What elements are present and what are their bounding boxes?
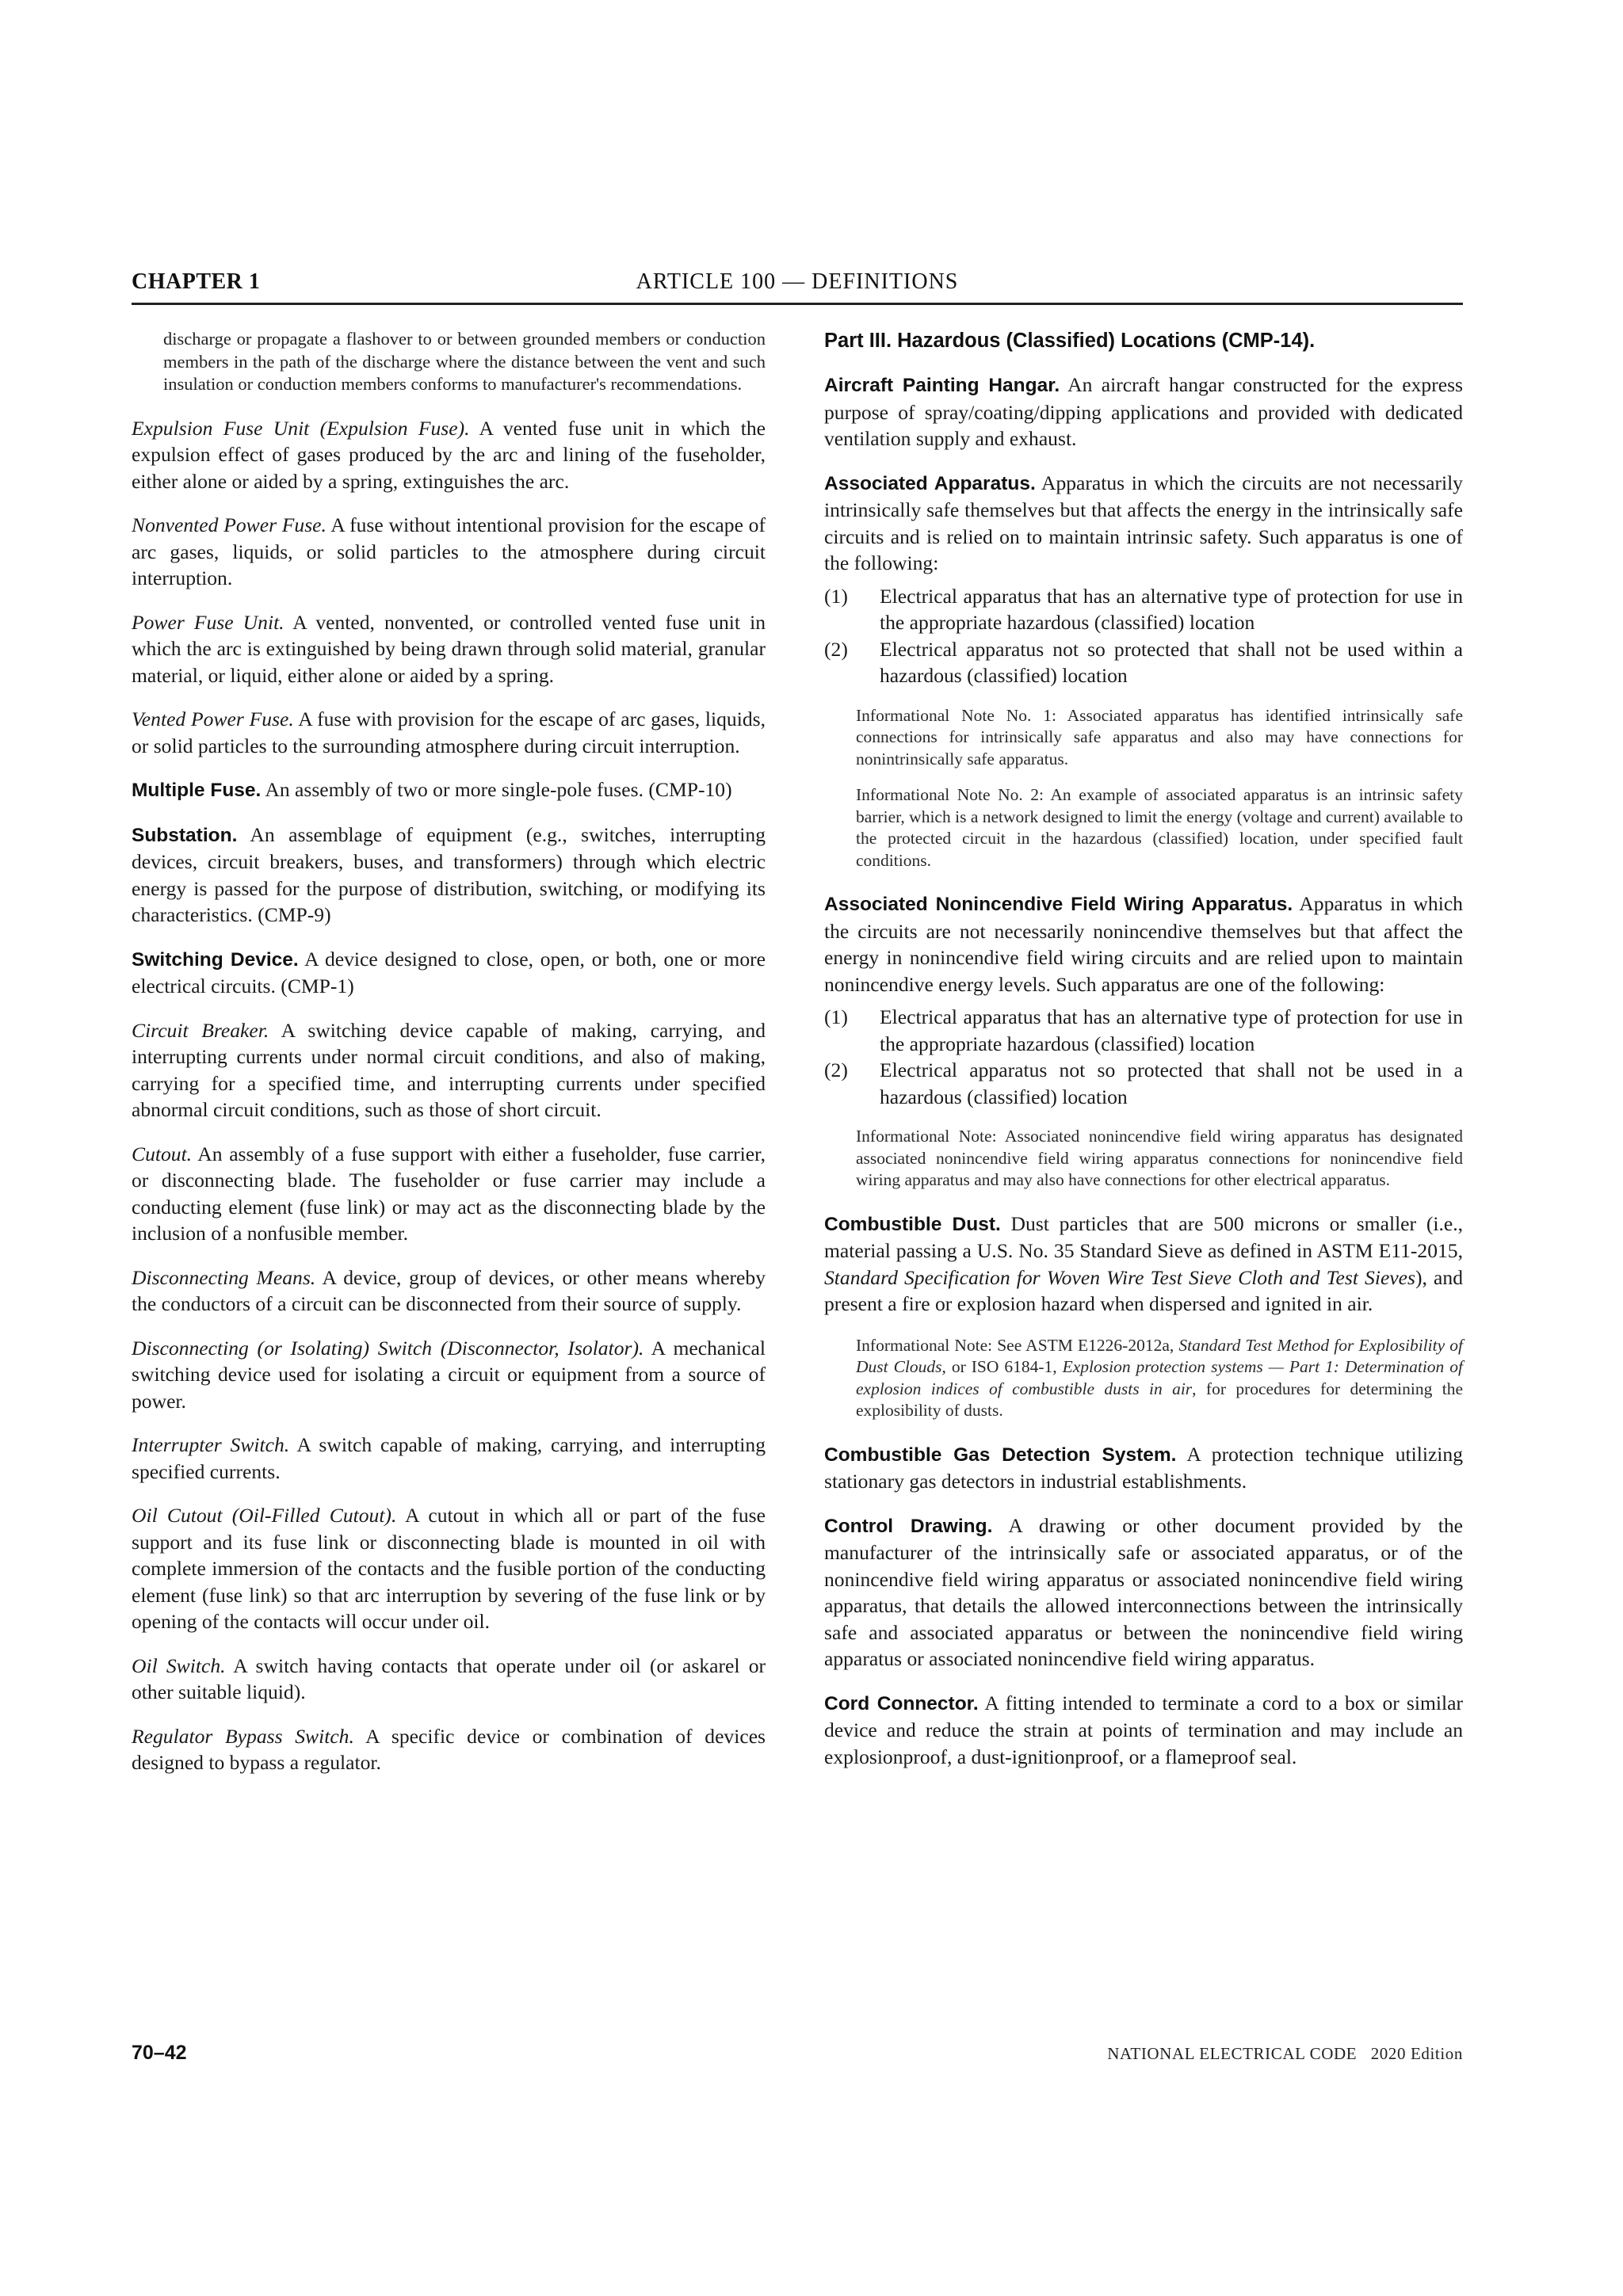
definition-oil-cutout <box>132 1502 766 1635</box>
page-number: 70–42 <box>132 2042 187 2064</box>
list-text: Electrical apparatus that has an alternative type of protection for use in the appropriate hazardous (classified) location <box>880 1005 1463 1055</box>
definition-text: A fuse with provision for the escape of arc gases, liquids, or solid particles to the surrounding atmosphere during circuit interruption. <box>132 707 766 757</box>
part-heading: Part III. Hazardous (Classified) Locations (CMP-14). <box>824 330 1316 352</box>
term: Associated Apparatus. <box>824 472 1036 494</box>
running-header <box>132 269 1463 305</box>
definition-text: Dust particles that are 500 microns or smaller (i.e., material passing a U.S. No. 35 Standard Sieve as defined in ASTM E11-2015, <box>824 1211 1464 1262</box>
definition-text: A mechanical switching device used for isolating a circuit or equipment from a source of power. <box>132 1336 766 1413</box>
list-text: Electrical apparatus not so protected that shall not be used within a hazardous (classified) location <box>880 637 1463 687</box>
informational-note: Informational Note No. 2: An example of associated apparatus is an intrinsic safety barrier, which is a network designed to limit the energy (voltage and current) available to the protected circuit in the hazardous (classified) location, under specified fault conditions. <box>856 785 1463 870</box>
list-item <box>824 636 1463 689</box>
right-column <box>824 328 1463 1787</box>
term: Cutout. <box>132 1142 193 1165</box>
term: Combustible Dust. <box>824 1213 1001 1235</box>
definition-text: Apparatus in which the circuits are not necessarily nonincendive themselves but that affect the energy in nonincendive field wiring circuits and are relied upon to maintain nonincendive energy levels. Such apparatus are one of the following: <box>824 892 1463 996</box>
list-text: Electrical apparatus not so protected that shall not be used in a hazardous (classified) location <box>880 1058 1463 1108</box>
definition-multiple-fuse <box>132 776 766 804</box>
definition-control-drawing <box>824 1512 1463 1672</box>
list-number: (1) <box>824 1005 848 1028</box>
definition-text: A fitting intended to terminate a cord to a box or similar device and reduce the strain at points of termination and may include an explosionproof, a dust-ignitionproof, or a flameproof seal. <box>824 1691 1463 1768</box>
definition-oil-switch <box>132 1653 766 1706</box>
definition-text: A device designed to close, open, or both, one or more electrical circuits. (CMP-1) <box>132 947 766 997</box>
term: Multiple Fuse. <box>132 780 262 801</box>
article-label: ARTICLE 100 — DEFINITIONS <box>636 269 959 294</box>
term: Switching Device. <box>132 948 299 971</box>
definition-switching-device <box>132 946 766 1000</box>
definition-aircraft-painting-hangar <box>824 372 1463 452</box>
list-item <box>824 1004 1463 1057</box>
list-item <box>824 1057 1463 1110</box>
term: Oil Cutout (Oil-Filled Cutout). <box>132 1504 397 1527</box>
term: Regulator Bypass Switch. <box>132 1724 354 1748</box>
standard-title: Standard Test Method for Explosibility of Dust Clouds <box>856 1335 1464 1376</box>
term: Cord Connector. <box>824 1692 979 1714</box>
definition-text: A device, group of devices, or other means whereby the conductors of a circuit can be disconnected from their source of supply. <box>132 1265 766 1315</box>
definition-text: A switch capable of making, carrying, and interrupting specified currents. <box>132 1433 766 1483</box>
list-item <box>824 583 1463 636</box>
term: Power Fuse Unit. <box>132 610 285 634</box>
list-number: (1) <box>824 584 848 608</box>
term: Interrupter Switch. <box>132 1433 290 1456</box>
term: Associated Nonincendive Field Wiring Apparatus. <box>824 894 1293 915</box>
term: Nonvented Power Fuse. <box>132 513 327 536</box>
definition-disconnecting-switch <box>132 1335 766 1415</box>
definition-text: An assembly of two or more single-pole fuses. (CMP-10) <box>261 778 732 801</box>
term: Oil Switch. <box>132 1653 226 1677</box>
definition-text: A specific device or combination of devices designed to bypass a regulator. <box>132 1724 766 1774</box>
definition-expulsion-fuse-unit <box>132 415 766 495</box>
definition-text: A protection technique utilizing stationary gas detectors in industrial establishments. <box>824 1442 1464 1493</box>
definition-text: An assembly of a fuse support with either a fuseholder, fuse carrier, or disconnecting blade. The fuseholder or fuse carrier may include a conducting element (fuse link) or may act as the disconnecting blade by the inclusion of a nonfusible member. <box>132 1142 766 1245</box>
list-text: Electrical apparatus that has an alternative type of protection for use in the appropriate hazardous (classified) location <box>880 584 1463 634</box>
definition-text: ), and present a fire or explosion hazard when dispersed and ignited in air. <box>824 1265 1463 1315</box>
definition-cord-connector <box>824 1690 1463 1771</box>
definition-substation <box>132 822 766 929</box>
definition-associated-apparatus <box>824 470 1463 577</box>
definition-cutout <box>132 1141 766 1247</box>
definition-text: An aircraft hangar constructed for the express purpose of spray/coating/dipping applications and provided with dedicated ventilation supply and exhaust. <box>824 373 1463 450</box>
list-number: (2) <box>824 637 848 661</box>
note-text: Informational Note: See ASTM E1226-2012a, <box>856 1335 1179 1355</box>
term: Vented Power Fuse. <box>132 707 294 730</box>
continued-text: discharge or propagate a flashover to or between grounded members or conduction members in the path of the discharge where the distance between the vent and such insulation or conduction members conforms to manufacturer's recommendations. <box>163 329 766 394</box>
definition-text: Apparatus in which the circuits are not necessarily intrinsically safe themselves but that affects the energy in the intrinsically safe circuits and is relied on to maintain intrinsic safety. Such apparatus is one of the following: <box>824 471 1463 574</box>
standard-title: Standard Specification for Woven Wire Test Sieve Cloth and Test Sieves <box>824 1265 1415 1289</box>
definition-circuit-breaker <box>132 1017 766 1123</box>
definition-text: A switch having contacts that operate under oil (or askarel or other suitable liquid). <box>132 1653 766 1703</box>
standard-title: Explosion protection systems — Part 1: Determination of explosion indices of combustible dusts in air <box>856 1357 1463 1398</box>
informational-note <box>856 1335 1463 1422</box>
definition-text: A drawing or other document provided by the manufacturer of the intrinsically safe or associated apparatus, or of the nonincendive field wiring apparatus or associated nonincendive field wiring apparatus, that details the allowed interconnections between the intrinsically safe and associated apparatus or between the nonincendive field wiring apparatus or associated nonincendive field wiring apparatus. <box>824 1513 1463 1670</box>
edition-label: NATIONAL ELECTRICAL CODE 2020 Edition <box>1107 2044 1463 2063</box>
definition-text: A fuse without intentional provision for the escape of arc gases, liquids, or solid particles to the atmosphere during circuit interruption. <box>132 513 766 589</box>
definition-text: A cutout in which all or part of the fuse support and its fuse link or disconnecting blade is mounted in oil with complete immersion of the contacts and the fusible portion of the conducting element (fuse link) so that arc interruption by severing of the fuse link or by opening of the contacts will occur under oil. <box>132 1504 766 1633</box>
associated-apparatus-list <box>824 583 1463 689</box>
term: Expulsion Fuse Unit (Expulsion Fuse). <box>132 416 470 440</box>
definition-combustible-dust <box>824 1211 1463 1318</box>
definition-regulator-bypass-switch <box>132 1723 766 1776</box>
note-text: , or ISO 6184-1, <box>941 1357 1063 1376</box>
term: Combustible Gas Detection System. <box>824 1444 1177 1466</box>
definition-nonvented-power-fuse <box>132 512 766 592</box>
definition-vented-power-fuse <box>132 706 766 759</box>
list-number: (2) <box>824 1058 848 1081</box>
term: Substation. <box>132 824 238 846</box>
left-column <box>132 328 766 1794</box>
term: Control Drawing. <box>824 1515 993 1537</box>
informational-note: Informational Note No. 1: Associated apparatus has identified intrinsically safe connections for intrinsically safe apparatus and also may have connections for nonintrinsically safe apparatus. <box>856 705 1463 769</box>
associated-nonincendive-list <box>824 1004 1463 1110</box>
definition-text: A vented, nonvented, or controlled vented fuse unit in which the arc is extinguished by being drawn through solid material, granular material, or liquid, either alone or aided by a spring. <box>132 610 766 687</box>
definition-power-fuse-unit <box>132 609 766 689</box>
definition-disconnecting-means <box>132 1264 766 1318</box>
informational-note: Informational Note: Associated nonincendive field wiring apparatus has designated associated nonincendive field wiring apparatus connections for nonincendive field wiring apparatus and may also have connections for other electrical apparatus. <box>856 1127 1463 1189</box>
definition-text: A vented fuse unit in which the expulsion effect of gases produced by the arc and lining of the fuseholder, either alone or aided by a spring, extinguishes the arc. <box>132 416 766 493</box>
definition-associated-nonincendive <box>824 891 1463 997</box>
term: Aircraft Painting Hangar. <box>824 375 1060 396</box>
definition-combustible-gas-detection <box>824 1441 1463 1495</box>
term: Disconnecting (or Isolating) Switch (Disconnector, Isolator). <box>132 1336 644 1360</box>
definition-interrupter-switch <box>132 1432 766 1485</box>
term: Disconnecting Means. <box>132 1265 316 1289</box>
note-text: , for procedures for determining the explosibility of dusts. <box>856 1379 1464 1420</box>
term: Circuit Breaker. <box>132 1018 269 1042</box>
definition-text: An assemblage of equipment (e.g., switches, interrupting devices, circuit breakers, buses, and transformers) through which electric energy is passed for the purpose of distribution, switching, or modifying its characteristics. (CMP-9) <box>132 822 766 926</box>
definition-text: A switching device capable of making, carrying, and interrupting currents under normal circuit conditions, and also of making, carrying for a specified time, and interrupting currents under specified abnormal circuit conditions, such as those of short circuit. <box>132 1018 766 1121</box>
chapter-label: CHAPTER 1 <box>132 269 261 294</box>
